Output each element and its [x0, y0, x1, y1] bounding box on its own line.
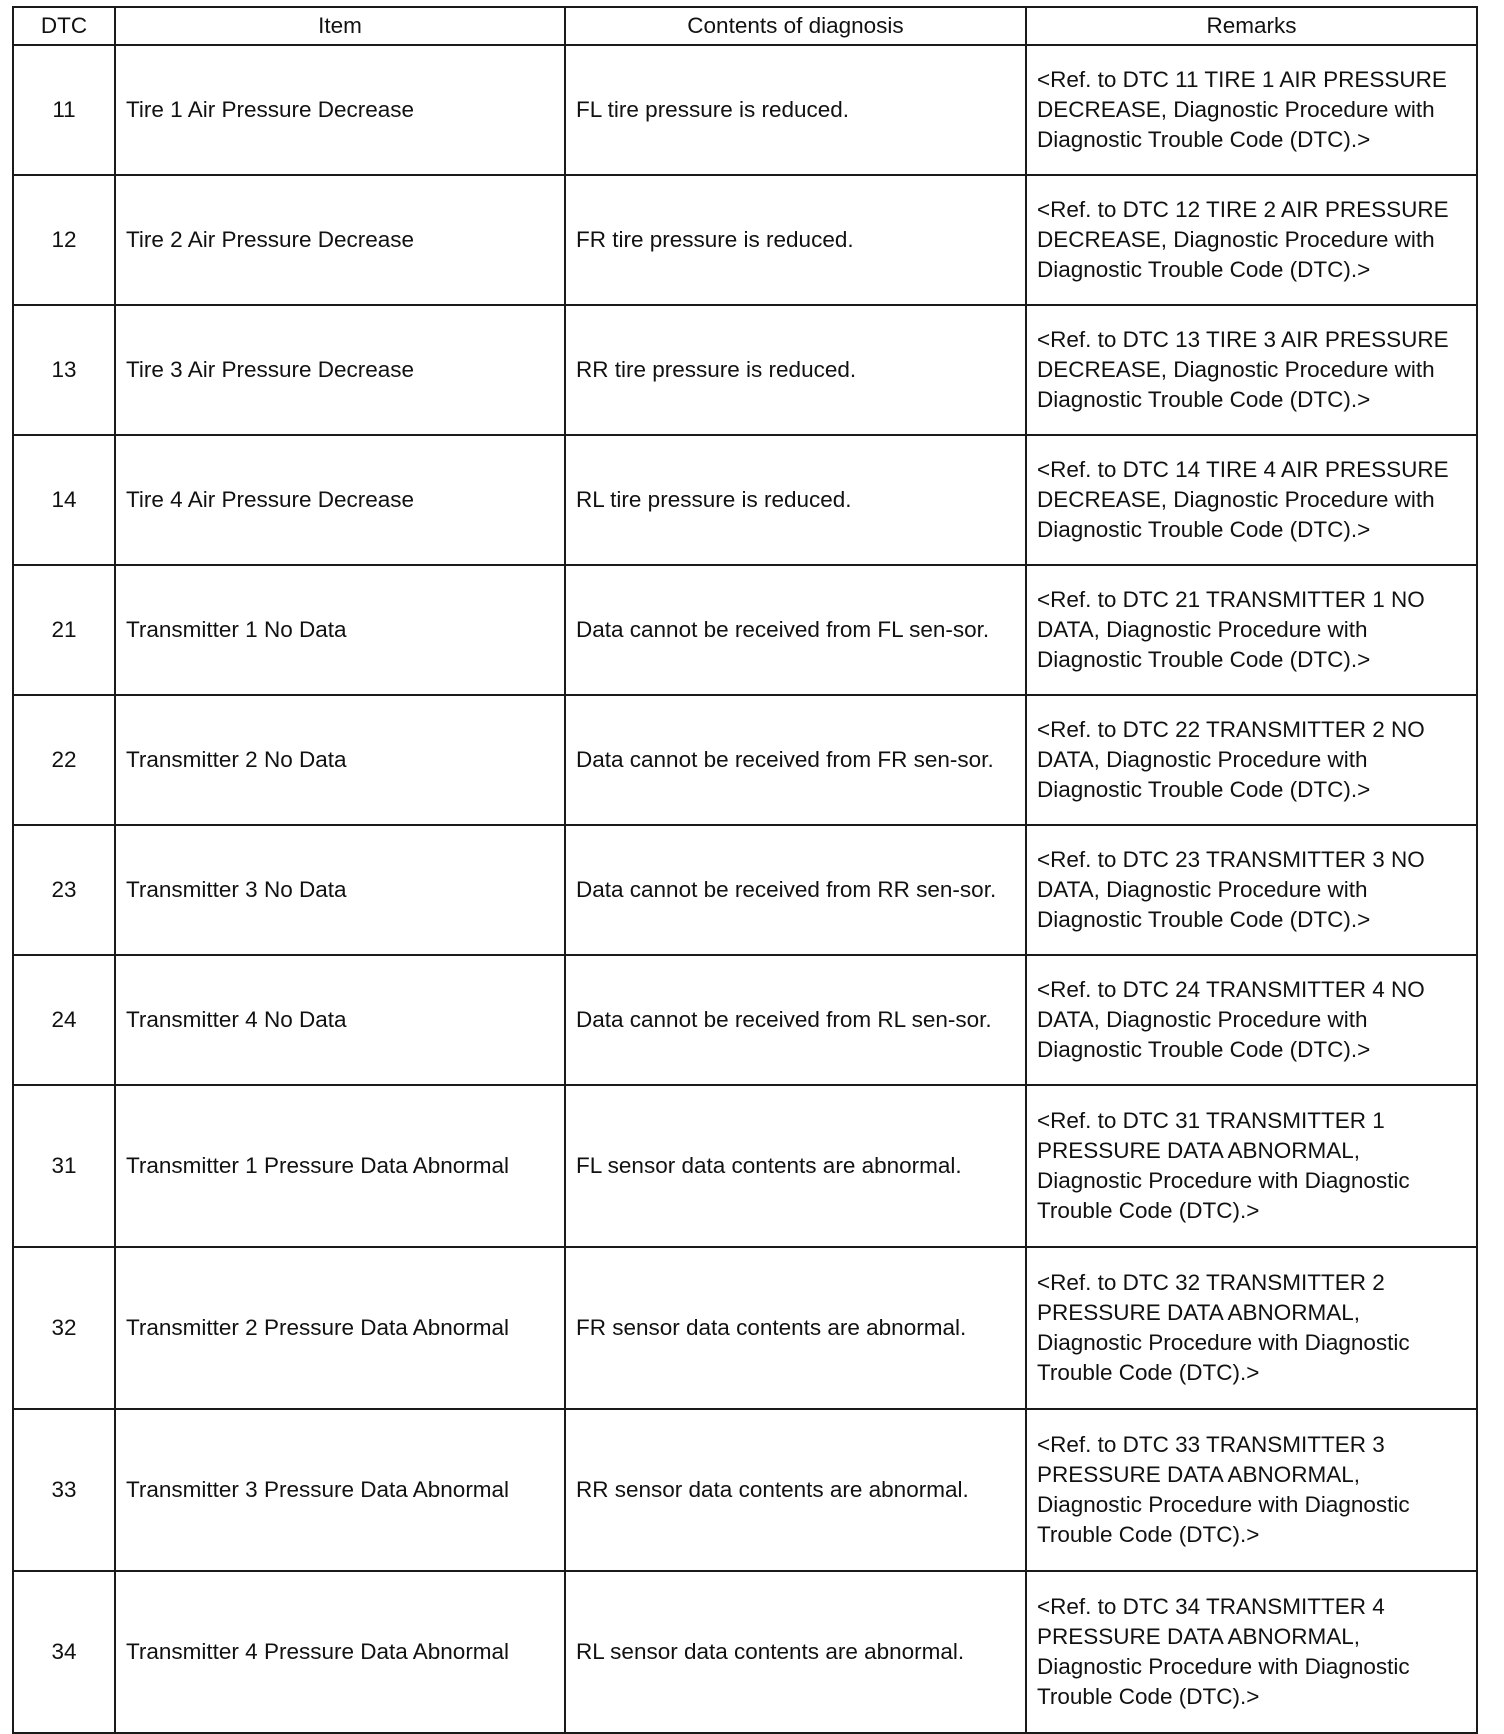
- remarks-text: <Ref. to DTC 11 TIRE 1 AIR PRESSURE DECREASE, Diagnostic Procedure with Diagnostic Trouble Code (DTC).>: [1026, 45, 1477, 175]
- diagnosis-text: Data cannot be received from RR sen-sor.: [565, 825, 1026, 955]
- item-name: Tire 2 Air Pressure Decrease: [115, 175, 565, 305]
- item-name: Transmitter 3 No Data: [115, 825, 565, 955]
- dtc-code: 34: [13, 1571, 115, 1733]
- table-row: [13, 1571, 1477, 1733]
- diagnosis-text: FR tire pressure is reduced.: [565, 175, 1026, 305]
- diagnosis-text: FR sensor data contents are abnormal.: [565, 1247, 1026, 1409]
- diagnosis-text: Data cannot be received from RL sen-sor.: [565, 955, 1026, 1085]
- diagnosis-text: RR sensor data contents are abnormal.: [565, 1409, 1026, 1571]
- dtc-code: 14: [13, 435, 115, 565]
- dtc-code: 33: [13, 1409, 115, 1571]
- remarks-text: <Ref. to DTC 14 TIRE 4 AIR PRESSURE DECREASE, Diagnostic Procedure with Diagnostic Trouble Code (DTC).>: [1026, 435, 1477, 565]
- table-row: [13, 1247, 1477, 1409]
- item-name: Transmitter 4 No Data: [115, 955, 565, 1085]
- diagnosis-text: Data cannot be received from FR sen-sor.: [565, 695, 1026, 825]
- remarks-text: <Ref. to DTC 13 TIRE 3 AIR PRESSURE DECREASE, Diagnostic Procedure with Diagnostic Trouble Code (DTC).>: [1026, 305, 1477, 435]
- item-name: Transmitter 4 Pressure Data Abnormal: [115, 1571, 565, 1733]
- remarks-text: <Ref. to DTC 24 TRANSMITTER 4 NO DATA, Diagnostic Procedure with Diagnostic Trouble Code (DTC).>: [1026, 955, 1477, 1085]
- remarks-text: <Ref. to DTC 12 TIRE 2 AIR PRESSURE DECREASE, Diagnostic Procedure with Diagnostic Trouble Code (DTC).>: [1026, 175, 1477, 305]
- table-row: [13, 955, 1477, 1085]
- item-name: Tire 4 Air Pressure Decrease: [115, 435, 565, 565]
- item-name: Transmitter 2 No Data: [115, 695, 565, 825]
- item-name: Transmitter 3 Pressure Data Abnormal: [115, 1409, 565, 1571]
- diagnosis-text: FL sensor data contents are abnormal.: [565, 1085, 1026, 1247]
- dtc-code: 11: [13, 45, 115, 175]
- header-dtc: DTC: [13, 7, 115, 45]
- remarks-text: <Ref. to DTC 32 TRANSMITTER 2 PRESSURE DATA ABNORMAL, Diagnostic Procedure with Diagnostic Trouble Code (DTC).>: [1026, 1247, 1477, 1409]
- table-row: [13, 695, 1477, 825]
- table-row: [13, 435, 1477, 565]
- remarks-text: <Ref. to DTC 23 TRANSMITTER 3 NO DATA, Diagnostic Procedure with Diagnostic Trouble Code (DTC).>: [1026, 825, 1477, 955]
- remarks-text: <Ref. to DTC 33 TRANSMITTER 3 PRESSURE DATA ABNORMAL, Diagnostic Procedure with Diagnostic Trouble Code (DTC).>: [1026, 1409, 1477, 1571]
- dtc-code: 32: [13, 1247, 115, 1409]
- header-item: Item: [115, 7, 565, 45]
- remarks-text: <Ref. to DTC 34 TRANSMITTER 4 PRESSURE DATA ABNORMAL, Diagnostic Procedure with Diagnostic Trouble Code (DTC).>: [1026, 1571, 1477, 1733]
- table-row: [13, 1409, 1477, 1571]
- diagnosis-text: RR tire pressure is reduced.: [565, 305, 1026, 435]
- diagnosis-text: RL tire pressure is reduced.: [565, 435, 1026, 565]
- diagnosis-text: RL sensor data contents are abnormal.: [565, 1571, 1026, 1733]
- item-name: Transmitter 1 Pressure Data Abnormal: [115, 1085, 565, 1247]
- dtc-code: 31: [13, 1085, 115, 1247]
- dtc-code: 12: [13, 175, 115, 305]
- dtc-code: 23: [13, 825, 115, 955]
- diagnosis-text: FL tire pressure is reduced.: [565, 45, 1026, 175]
- remarks-text: <Ref. to DTC 22 TRANSMITTER 2 NO DATA, Diagnostic Procedure with Diagnostic Trouble Code (DTC).>: [1026, 695, 1477, 825]
- header-remarks: Remarks: [1026, 7, 1477, 45]
- dtc-code: 21: [13, 565, 115, 695]
- remarks-text: <Ref. to DTC 21 TRANSMITTER 1 NO DATA, Diagnostic Procedure with Diagnostic Trouble Code (DTC).>: [1026, 565, 1477, 695]
- item-name: Transmitter 1 No Data: [115, 565, 565, 695]
- dtc-code: 22: [13, 695, 115, 825]
- dtc-code: 24: [13, 955, 115, 1085]
- item-name: Transmitter 2 Pressure Data Abnormal: [115, 1247, 565, 1409]
- table-row: [13, 305, 1477, 435]
- dtc-code: 13: [13, 305, 115, 435]
- item-name: Tire 1 Air Pressure Decrease: [115, 45, 565, 175]
- table-header-row: [13, 7, 1477, 45]
- table-row: [13, 45, 1477, 175]
- table-row: [13, 825, 1477, 955]
- table-row: [13, 175, 1477, 305]
- header-diagnosis: Contents of diagnosis: [565, 7, 1026, 45]
- table-row: [13, 565, 1477, 695]
- table-row: [13, 1085, 1477, 1247]
- remarks-text: <Ref. to DTC 31 TRANSMITTER 1 PRESSURE DATA ABNORMAL, Diagnostic Procedure with Diagnostic Trouble Code (DTC).>: [1026, 1085, 1477, 1247]
- dtc-table: [12, 6, 1478, 1734]
- item-name: Tire 3 Air Pressure Decrease: [115, 305, 565, 435]
- diagnosis-text: Data cannot be received from FL sen-sor.: [565, 565, 1026, 695]
